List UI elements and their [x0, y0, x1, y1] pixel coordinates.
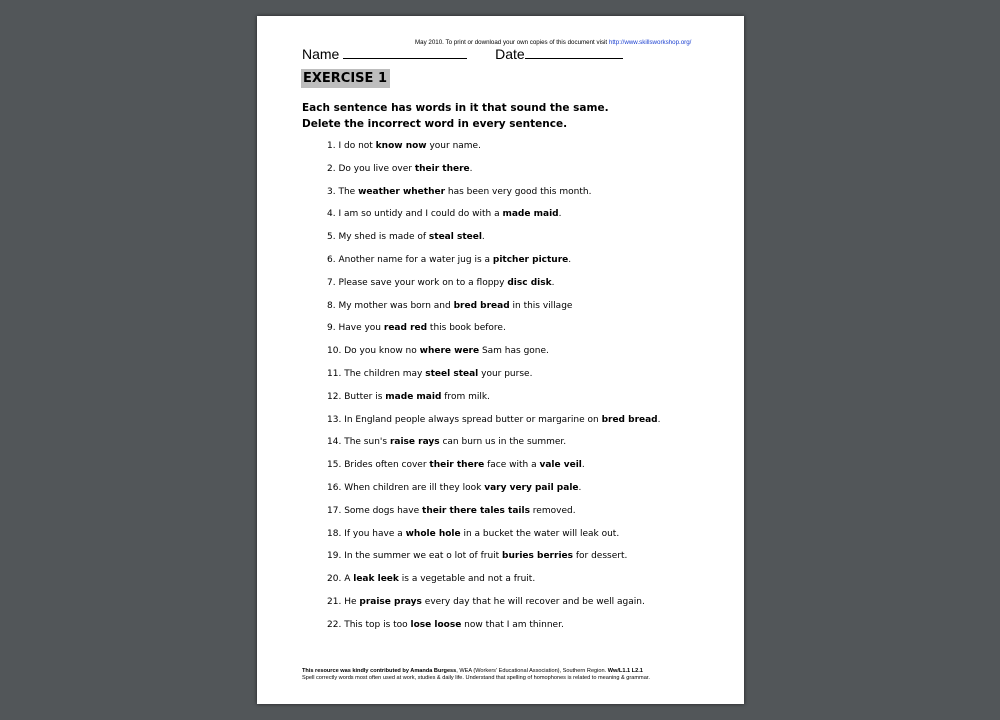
- sentence-text-after: every day that he will recover and be well again.: [421, 596, 645, 607]
- sentence-number: 8.: [327, 300, 336, 311]
- sentence-text-after: removed.: [529, 505, 576, 516]
- footer: [302, 668, 722, 682]
- sentence-item: [327, 482, 661, 505]
- sentence-number: 5.: [327, 232, 336, 243]
- homophone-choice: know now: [375, 141, 427, 151]
- sentence-number: 3.: [327, 186, 336, 197]
- sentence-item: [327, 163, 661, 186]
- date-blank-line: [525, 46, 623, 59]
- worksheet-page: [257, 16, 744, 704]
- sentence-item: [327, 619, 661, 642]
- sentence-text-after: .: [551, 277, 555, 288]
- sentence-number: 6.: [327, 254, 336, 265]
- sentence-text-before: I do not: [338, 141, 376, 151]
- sentence-number: 15.: [327, 460, 342, 471]
- sentence-text-before: Brides often cover: [344, 460, 430, 471]
- homophone-choice: praise prays: [359, 596, 422, 607]
- sentence-text-before: My shed is made of: [338, 232, 429, 243]
- sentence-item: [327, 345, 661, 368]
- sentence-text-after: Sam has gone.: [479, 346, 549, 357]
- sentence-text-after: from milk.: [441, 391, 490, 402]
- sentence-list: [327, 140, 661, 642]
- sentence-item: [327, 300, 661, 323]
- sentence-item: [327, 277, 661, 300]
- instruction-line-2: Delete the incorrect word in every sentence.: [302, 118, 568, 130]
- sentence-text-after: in this village: [509, 300, 573, 311]
- sentence-text-after: can burn us in the summer.: [439, 437, 567, 448]
- sentence-text-after: this book before.: [427, 323, 506, 334]
- sentence-item: [327, 368, 661, 391]
- homophone-choice: their there: [414, 163, 470, 174]
- homophone-choice: buries berries: [502, 551, 573, 562]
- sentence-item: [327, 208, 661, 231]
- sentence-text-after: is a vegetable and not a fruit.: [398, 574, 536, 585]
- homophone-choice: whole hole: [405, 528, 461, 539]
- homophone-choice: made maid: [502, 209, 559, 220]
- sentence-number: 20.: [327, 574, 342, 585]
- sentence-item: [327, 573, 661, 596]
- skillsworkshop-link[interactable]: http://www.skillsworkshop.org/: [608, 39, 692, 46]
- sentence-item: [327, 550, 661, 573]
- sentence-number: 22.: [327, 619, 342, 630]
- homophone-choice: where were: [419, 346, 480, 357]
- sentence-text-before: In England people always spread butter or margarine on: [344, 414, 602, 425]
- sentence-item: [327, 322, 661, 345]
- sentence-text-before: The sun's: [344, 437, 390, 448]
- date-label: Date: [495, 46, 525, 62]
- sentence-item: [327, 140, 661, 163]
- sentence-text-after: now that I am thinner.: [461, 619, 564, 630]
- sentence-text-before: The: [338, 186, 359, 197]
- sentence-text-before: Do you live over: [338, 163, 415, 174]
- sentence-text-before: He: [344, 596, 360, 607]
- sentence-item: [327, 436, 661, 459]
- homophone-choice: lose loose: [410, 619, 462, 630]
- sentence-text-after: face with a: [484, 460, 540, 471]
- homophone-choice: bred bread: [601, 414, 658, 425]
- sentence-text-before: I am so untidy and I could do with a: [338, 209, 503, 220]
- sentence-text-before: This top is too: [344, 619, 411, 630]
- sentence-number: 17.: [327, 505, 342, 516]
- sentence-text-after: in a bucket the water will leak out.: [460, 528, 620, 539]
- sentence-item: [327, 505, 661, 528]
- sentence-text-before: When children are ill they look: [344, 482, 485, 493]
- sentence-text-after: .: [558, 209, 562, 220]
- sentence-number: 7.: [327, 277, 336, 288]
- sentence-text-before: Some dogs have: [344, 505, 423, 516]
- sentence-text-before: My mother was born and: [338, 300, 454, 311]
- sentence-text-before: Do you know no: [344, 346, 420, 357]
- name-blank-line: [343, 46, 467, 59]
- footer-organisation: , WEA (Workers' Educational Association), Southern Region.: [456, 668, 608, 674]
- sentence-number: 19.: [327, 551, 342, 562]
- footer-line-2: Spell correctly words most often used at work, studies & daily life. Understand that spelling of homophones is related to meaning & grammar.: [302, 675, 650, 681]
- sentence-item: [327, 391, 661, 414]
- instructions: [302, 100, 722, 132]
- homophone-choice: bred bread: [453, 300, 510, 311]
- sentence-number: 14.: [327, 437, 342, 448]
- sentence-number: 21.: [327, 596, 342, 607]
- sentence-item: [327, 186, 661, 209]
- sentence-text-before: In the summer we eat o lot of fruit: [344, 551, 503, 562]
- sentence-number: 13.: [327, 414, 342, 425]
- header-note: [415, 39, 691, 46]
- homophone-choice: weather whether: [358, 186, 446, 197]
- homophone-choice: steel steal: [425, 368, 479, 379]
- sentence-number: 18.: [327, 528, 342, 539]
- sentence-text-before: If you have a: [344, 528, 406, 539]
- footer-curriculum-code: Ww/L1.1 L2.1: [607, 668, 643, 674]
- homophone-choice: read red: [383, 323, 428, 334]
- sentence-text-after: .: [481, 232, 485, 243]
- sentence-text-after: your name.: [426, 141, 481, 151]
- sentence-number: 9.: [327, 323, 336, 334]
- sentence-number: 16.: [327, 482, 342, 493]
- name-date-row: [302, 46, 623, 62]
- sentence-number: 1.: [327, 141, 336, 151]
- sentence-item: [327, 596, 661, 619]
- sentence-text-before: The children may: [344, 368, 426, 379]
- homophone-choice: raise rays: [389, 437, 440, 448]
- homophone-choice: disc disk: [507, 277, 552, 288]
- homophone-choice: their there: [429, 460, 485, 471]
- sentence-text-after: .: [568, 254, 572, 265]
- sentence-item: [327, 459, 661, 482]
- sentence-text-after: .: [657, 414, 661, 425]
- sentence-item: [327, 528, 661, 551]
- sentence-number: 11.: [327, 368, 342, 379]
- exercise-title: EXERCISE 1: [301, 69, 390, 88]
- homophone-choice: steal steel: [428, 232, 482, 243]
- sentence-text-after: .: [578, 482, 582, 493]
- sentence-text-after: has been very good this month.: [445, 186, 592, 197]
- sentence-item: [327, 414, 661, 437]
- footer-contributor: This resource was kindly contributed by Amanda Burgess: [302, 668, 457, 674]
- homophone-choice: made maid: [385, 391, 442, 402]
- sentence-text-before: Please save your work on to a floppy: [338, 277, 508, 288]
- sentence-text-before: Butter is: [344, 391, 386, 402]
- sentence-text-before: Have you: [338, 323, 384, 334]
- header-note-text: May 2010. To print or download your own copies of this document visit: [415, 39, 609, 46]
- homophone-choice: their there tales tails: [422, 505, 530, 516]
- footer-line-1: [302, 668, 722, 675]
- sentence-number: 10.: [327, 346, 342, 357]
- sentence-text-after: your purse.: [478, 368, 533, 379]
- sentence-number: 4.: [327, 209, 336, 220]
- sentence-text-end: .: [581, 460, 585, 471]
- sentence-text-after: for dessert.: [572, 551, 628, 562]
- sentence-number: 12.: [327, 391, 342, 402]
- sentence-item: [327, 231, 661, 254]
- homophone-choice: pitcher picture: [492, 254, 569, 265]
- sentence-text-before: Another name for a water jug is a: [338, 254, 493, 265]
- instruction-line-1: Each sentence has words in it that sound the same.: [302, 102, 609, 114]
- homophone-choice-2: vale veil: [539, 460, 582, 471]
- sentence-number: 2.: [327, 163, 336, 174]
- sentence-text-after: .: [469, 163, 473, 174]
- sentence-item: [327, 254, 661, 277]
- sentence-text-before: A: [344, 574, 354, 585]
- homophone-choice: leak leek: [353, 574, 399, 585]
- name-label: Name: [302, 46, 340, 62]
- homophone-choice: vary very pail pale: [484, 482, 579, 493]
